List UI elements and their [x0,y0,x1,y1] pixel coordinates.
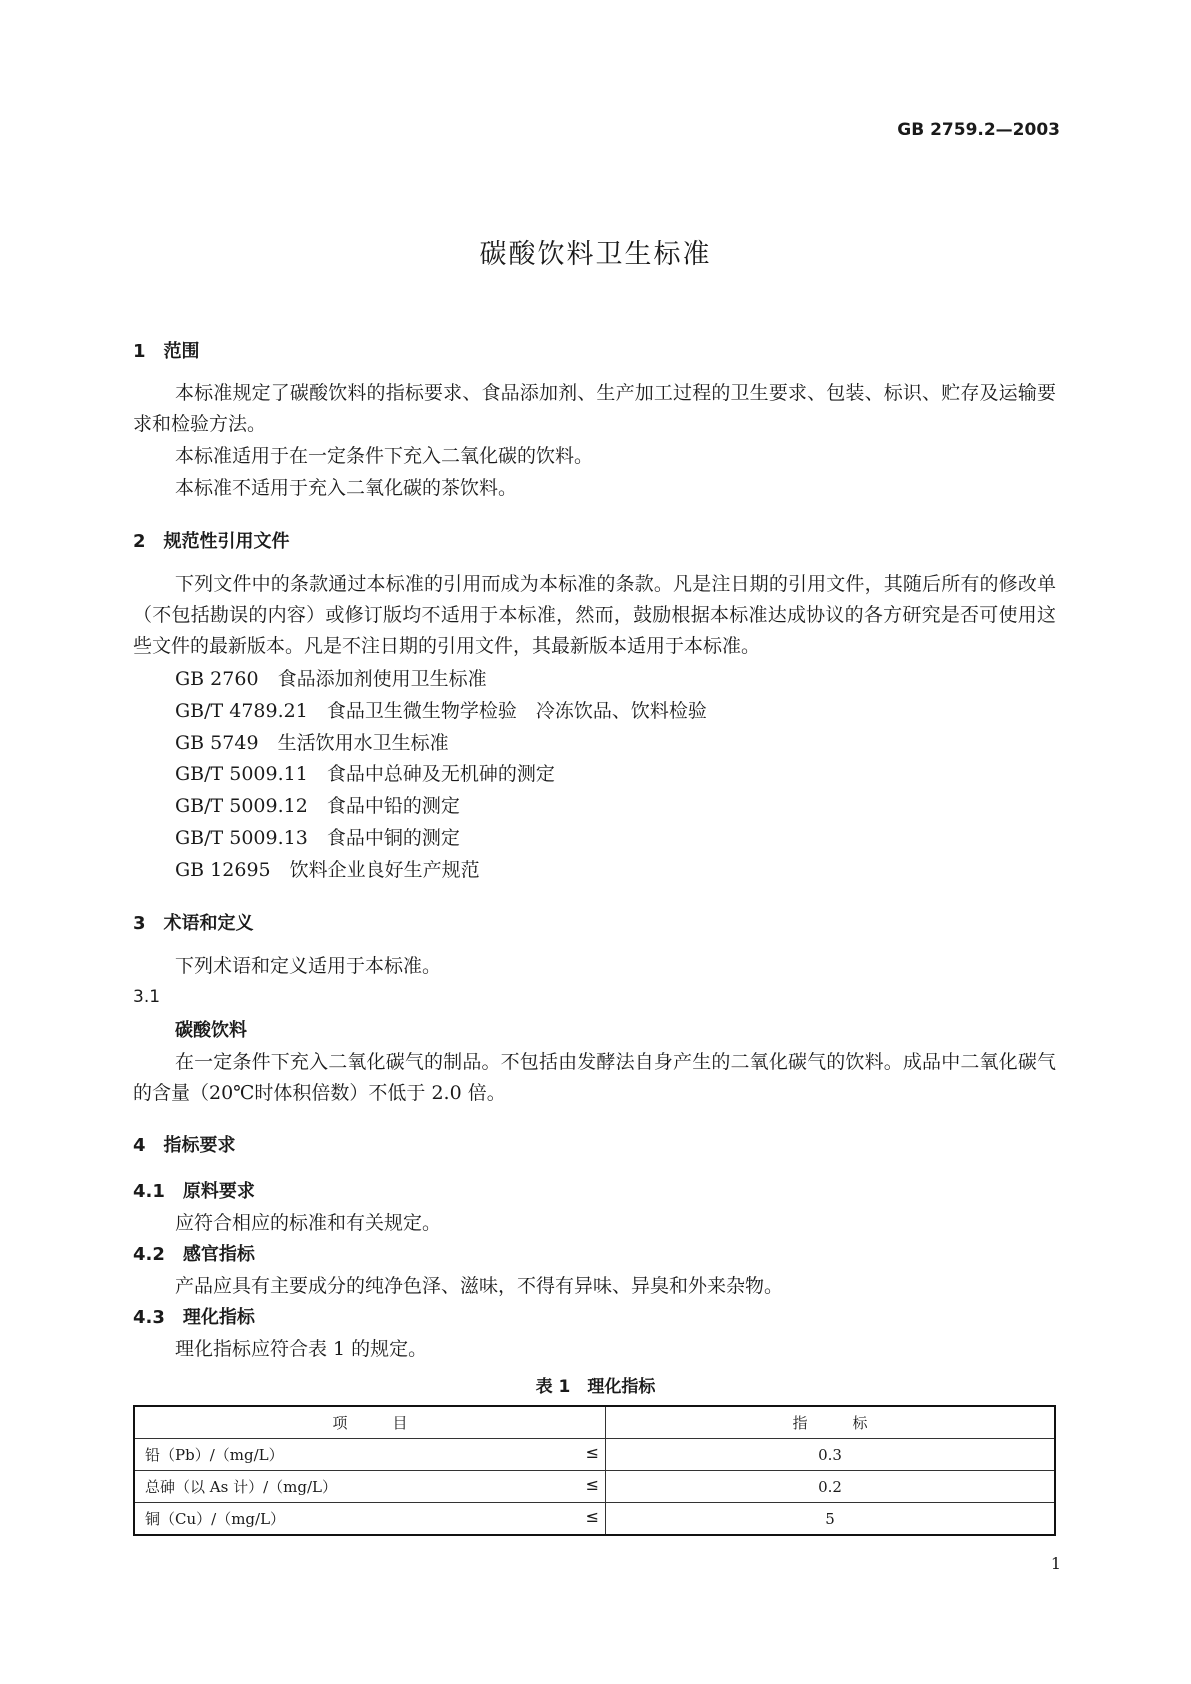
section-1-para-2: 本标准适用于在一定条件下充入二氧化碳的饮料。 [175,445,594,467]
section-1-heading: 1 范围 [133,341,200,362]
term-definition: 在一定条件下充入二氧化碳气的制品。不包括由发酵法自身产生的二氧化碳气的饮料。成品中二氧化碳气的含量（20℃时体积倍数）不低于 2.0 倍。 [133,1051,1056,1104]
term-name: 碳酸饮料 [175,1020,247,1041]
reference-item: GB/T 4789.21 食品卫生微生物学检验 冷冻饮品、饮料检验 [175,700,707,722]
section-1-para-1: 本标准规定了碳酸饮料的指标要求、食品添加剂、生产加工过程的卫生要求、包装、标识、贮存及运输要求和检验方法。 [133,382,1056,435]
table-cell-value: 0.2 [606,1471,1056,1503]
table-cell-item: 铅（Pb）/（mg/L） ≤ [134,1439,606,1471]
section-3-heading: 3 术语和定义 [133,913,254,934]
standard-number: GB 2759.2—2003 [897,120,1060,140]
page-number: 1 [1050,1554,1061,1573]
table-cell-value: 5 [606,1503,1056,1536]
section-2-para-1: 下列文件中的条款通过本标准的引用而成为本标准的条款。凡是注日期的引用文件，其随后所有的修改单（不包括勘误的内容）或修订版均不适用于本标准，然而，鼓励根据本标准达成协议的各方研究是否可使用这些文件的最新版本。凡是不注日期的引用文件，其最新版本适用于本标准。 [133,573,1056,657]
table-row [134,1439,1055,1471]
section-4-3-heading: 4.3 理化指标 [133,1307,255,1328]
reference-item: GB/T 5009.12 食品中铅的测定 [175,795,460,817]
reference-item: GB/T 5009.13 食品中铜的测定 [175,827,460,849]
column-header-item: 项 目 [134,1406,606,1439]
section-4-1-text: 应符合相应的标准和有关规定。 [175,1212,442,1234]
column-header-value: 指 标 [606,1406,1056,1439]
document-title: 碳酸饮料卫生标准 [479,239,712,270]
section-4-2-heading: 4.2 感官指标 [133,1244,255,1265]
section-3-para-1: 下列术语和定义适用于本标准。 [175,955,442,977]
table-cell-value: 0.3 [606,1439,1056,1471]
reference-item: GB 5749 生活饮用水卫生标准 [175,732,449,754]
le-symbol: ≤ [585,1507,599,1526]
le-symbol: ≤ [585,1443,599,1462]
table-caption: 表 1 理化指标 [535,1377,656,1397]
table-header-row [134,1406,1055,1439]
physicochemical-table [133,1405,1056,1536]
section-1-para-3: 本标准不适用于充入二氧化碳的茶饮料。 [175,477,518,499]
section-4-1-heading: 4.1 原料要求 [133,1181,255,1202]
section-4-heading: 4 指标要求 [133,1135,236,1156]
reference-item: GB 2760 食品添加剂使用卫生标准 [175,668,487,690]
table-cell-item: 总砷（以 As 计）/（mg/L） ≤ [134,1471,606,1503]
table-row [134,1503,1055,1536]
reference-item: GB/T 5009.11 食品中总砷及无机砷的测定 [175,763,555,785]
section-4-3-text: 理化指标应符合表 1 的规定。 [175,1338,428,1360]
table-cell-item: 铜（Cu）/（mg/L） ≤ [134,1503,606,1536]
le-symbol: ≤ [585,1475,599,1494]
subsection-number: 3.1 [133,987,161,1007]
section-4-2-text: 产品应具有主要成分的纯净色泽、滋味，不得有异味、异臭和外来杂物。 [175,1275,784,1297]
section-2-heading: 2 规范性引用文件 [133,531,290,552]
reference-item: GB 12695 饮料企业良好生产规范 [175,859,480,881]
table-row [134,1471,1055,1503]
